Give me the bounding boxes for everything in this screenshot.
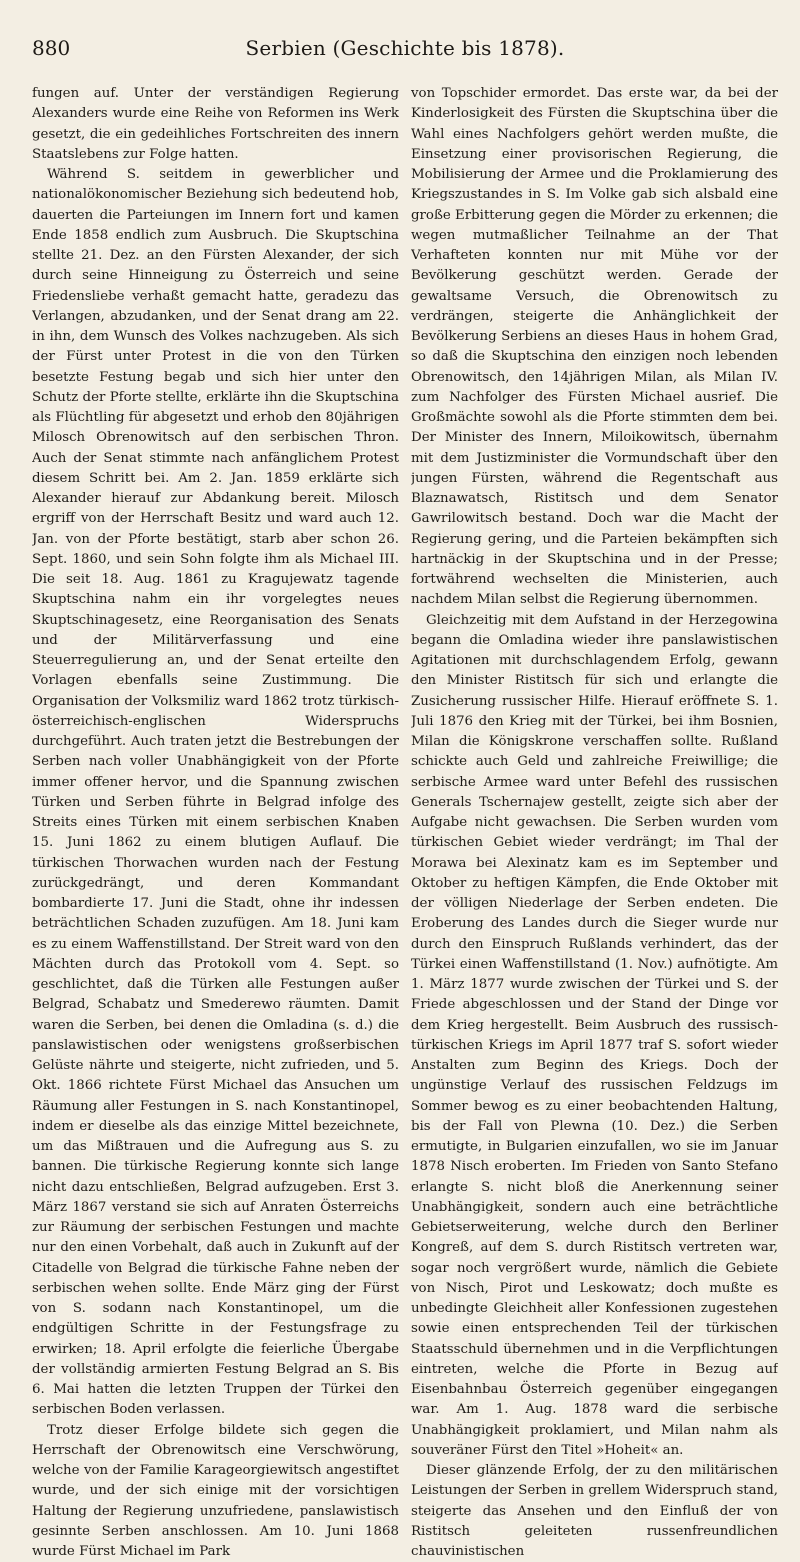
- page-number: 880: [32, 36, 70, 60]
- running-head: Serbien (Geschichte bis 1878).: [32, 36, 778, 60]
- paragraph: Während S. seitdem in gewerblicher und nationalökonomischer Beziehung sich bedeutend hob, dauerten die Parteiungen im Innern fort und kamen Ende 1858 endlich zum Ausbruch. Die Skuptschina stellte 21. Dez. an den Fürsten Alexander, der sich durch seine Hinneigung zu Österreich und seine Friedensliebe verhaßt gemacht hatte, geradezu das Verlangen, abzudanken, und der Senat drang am 22. in ihn, dem Wunsch des Volkes nachzugeben. Als sich der Fürst unter Protest in die von den Türken besetzte Festung begab und sich hier unter den Schutz der Pforte stellte, erklärte ihn die Skuptschina als Flüchtling für abgesetzt und erhob den 80jährigen Milosch Obrenowitsch auf den serbischen Thron. Auch der Senat stimmte nach anfänglichem Protest diesem Schritt bei. Am 2. Jan. 1859 erklärte sich Alexander hierauf zur Abdankung bereit. Milosch ergriff von der Herrschaft Besitz und ward auch 12. Jan. von der Pforte bestätigt, starb aber schon 26. Sept. 1860, und sein Sohn folgte ihm als Michael III. Die seit 18. Aug. 1861 zu Kragujewatz tagende Skuptschina nahm ein ihr vorgelegtes neues Skuptschinagesetz, eine Reorganisation des Senats und der Militärverfassung und eine Steuerregulierung an, und der Senat erteilte den Vorlagen ebenfalls seine Zustimmung. Die Organisation der Volksmiliz ward 1862 trotz türkisch-österreichisch-englischen Widerspruchs durchgeführt. Auch traten jetzt die Bestrebungen der Serben nach voller Unabhängigkeit von der Pforte immer offener hervor, und die Spannung zwischen Türken und Serben führte in Belgrad infolge des Streits eines Türken mit einem serbischen Knaben 15. Juni 1862 zu einem blutigen Auflauf. Die türkischen Thorwachen wurden nach der Festung zurückgedrängt, und deren Kommandant bombardierte 17. Juni die Stadt, ohne ihr indessen beträchtlichen Schaden zuzufügen. Am 18. Juni kam es zu einem Waffenstillstand. Der Streit ward von den Mächten durch das Protokoll vom 4. Sept. so geschlichtet, daß die Türken alle Festungen außer Belgrad, Schabatz und Smederewo räumten. Damit waren die Serben, bei denen die Omladina (s. d.) die panslawistischen oder wenigstens großserbischen Gelüste nährte und steigerte, nicht zufrieden, und 5. Okt. 1866 richtete Fürst Michael das Ansuchen um Räumung aller Festungen in S. nach Konstantinopel, indem er dieselbe als das einzige Mittel bezeichnete, um das Mißtrauen und die Aufregung aus S. zu bannen. Die türkische Regierung konnte sich lange nicht dazu entschließen, Belgrad aufzugeben. Erst 3. März 1867 verstand sie sich auf Anraten Österreichs zur Räumung der serbischen Festungen und machte nur den einen Vorbehalt, daß auch in Zukunft auf der Citadelle von Belgrad die türkische Fahne neben der serbischen wehen sollte. Ende März ging der Fürst von S. sodann nach Konstantinopel, um die endgültigen Schritte in der Festungsfrage zu erwirken; 18. April erfolgte die feierliche Übergabe der vollständig armierten Festung Belgrad an S. Bis 6. Mai hatten die letzten Truppen der Türkei den serbischen Boden verlassen.: [32, 165, 399, 1421]
- page-header: [32, 36, 778, 66]
- paragraph: Gleichzeitig mit dem Aufstand in der Herzegowina begann die Omladina wieder ihre panslawistischen Agitationen mit durchschlagendem Erfolg, gewann den Minister Ristitsch für sich und erlangte die Zusicherung russischer Hilfe. Hierauf eröffnete S. 1. Juli 1876 den Krieg mit der Türkei, bei ihm Bosnien, Milan die Königskrone verschaffen sollte. Rußland schickte auch Geld und zahlreiche Freiwillige; die serbische Armee ward unter Befehl des russischen Generals Tschernajew gestellt, zeigte sich aber der Aufgabe nicht gewachsen. Die Serben wurden vom türkischen Gebiet wieder verdrängt; im Thal der Morawa bei Alexinatz kam es im September und Oktober zu heftigen Kämpfen, die Ende Oktober mit der völligen Niederlage der Serben endeten. Die Eroberung des Landes durch die Sieger wurde nur durch den Einspruch Rußlands verhindert, das der Türkei einen Waffenstillstand (1. Nov.) aufnötigte. Am 1. März 1877 wurde zwischen der Türkei und S. der Friede abgeschlossen und der Stand der Dinge vor dem Krieg hergestellt. Beim Ausbruch des russisch-türkischen Kriegs im April 1877 traf S. sofort wieder Anstalten zum Beginn des Kriegs. Doch der ungünstige Verlauf des russischen Feldzugs im Sommer bewog es zu einer beobachtenden Haltung, bis der Fall von Plewna (10. Dez.) die Serben ermutigte, in Bulgarien einzufallen, wo sie im Januar 1878 Nisch eroberten. Im Frieden von Santo Stefano erlangte S. nicht bloß die Anerkennung seiner Unabhängigkeit, sondern auch eine beträchtliche Gebietserweiterung, welche durch den Berliner Kongreß, auf dem S. durch Ristitsch vertreten war, sogar noch vergrößert wurde, nämlich die Gebiete von Nisch, Pirot und Leskowatz; doch mußte es unbedingte Gleichheit aller Konfessionen zugestehen sowie einen entsprechenden Teil der türkischen Staatsschuld übernehmen und in die Verpflichtungen eintreten, welche die Pforte in Bezug auf Eisenbahnbau Österreich gegenüber eingegangen war. Am 1. Aug. 1878 ward die serbische Unabhängigkeit proklamiert, und Milan nahm als souveräner Fürst den Titel »Hoheit« an.: [411, 611, 778, 1462]
- paragraph: von Topschider ermordet. Das erste war, da bei der Kinderlosigkeit des Fürsten die Skuptschina über die Wahl eines Nachfolgers gehört werden mußte, die Einsetzung einer provisorischen Regierung, die Mobilisierung der Armee und die Proklamierung des Kriegszustandes in S. Im Volke gab sich alsbald eine große Erbitterung gegen die Mörder zu erkennen; die wegen mutmaßlicher Teilnahme an der That Verhafteten konnten nur mit Mühe vor der Bevölkerung geschützt werden. Gerade der gewaltsame Versuch, die Obrenowitsch zu verdrängen, steigerte die Anhänglichkeit der Bevölkerung Serbiens an dieses Haus in hohem Grad, so daß die Skuptschina den einzigen noch lebenden Obrenowitsch, den 14jährigen Milan, als Milan IV. zum Nachfolger des Fürsten Michael ausrief. Die Großmächte sowohl als die Pforte stimmten dem bei. Der Minister des Innern, Miloikowitsch, übernahm mit dem Justizminister die Vormundschaft über den jungen Fürsten, während die Regentschaft aus Blaznawatsch, Ristitsch und dem Senator Gawrilowitsch bestand. Doch war die Macht der Regierung gering, und die Parteien bekämpften sich hartnäckig in der Skuptschina und in der Presse; fortwährend wechselten die Ministerien, auch nachdem Milan selbst die Regierung übernommen.: [411, 84, 778, 611]
- paragraph: fungen auf. Unter der verständigen Regierung Alexanders wurde eine Reihe von Reformen ins Werk gesetzt, die ein gedeihliches Fortschreiten des innern Staatslebens zur Folge hatten.: [32, 84, 399, 165]
- left-column: [32, 84, 399, 1562]
- text-columns: [32, 84, 778, 1562]
- right-column: [411, 84, 778, 1562]
- paragraph: Trotz dieser Erfolge bildete sich gegen die Herrschaft der Obrenowitsch eine Verschwörung, welche von der Familie Karageorgiewitsch angestiftet wurde, und der sich einige mit der vorsichtigen Haltung der Regierung unzufriedene, panslawistisch gesinnte Serben anschlossen. Am 10. Juni 1868 wurde Fürst Michael im Park: [32, 1421, 399, 1562]
- paragraph: Dieser glänzende Erfolg, der zu den militärischen Leistungen der Serben in grellem Widerspruch stand, steigerte das Ansehen und den Einfluß der von Ristitsch geleiteten russenfreundlichen chauvinistischen: [411, 1461, 778, 1562]
